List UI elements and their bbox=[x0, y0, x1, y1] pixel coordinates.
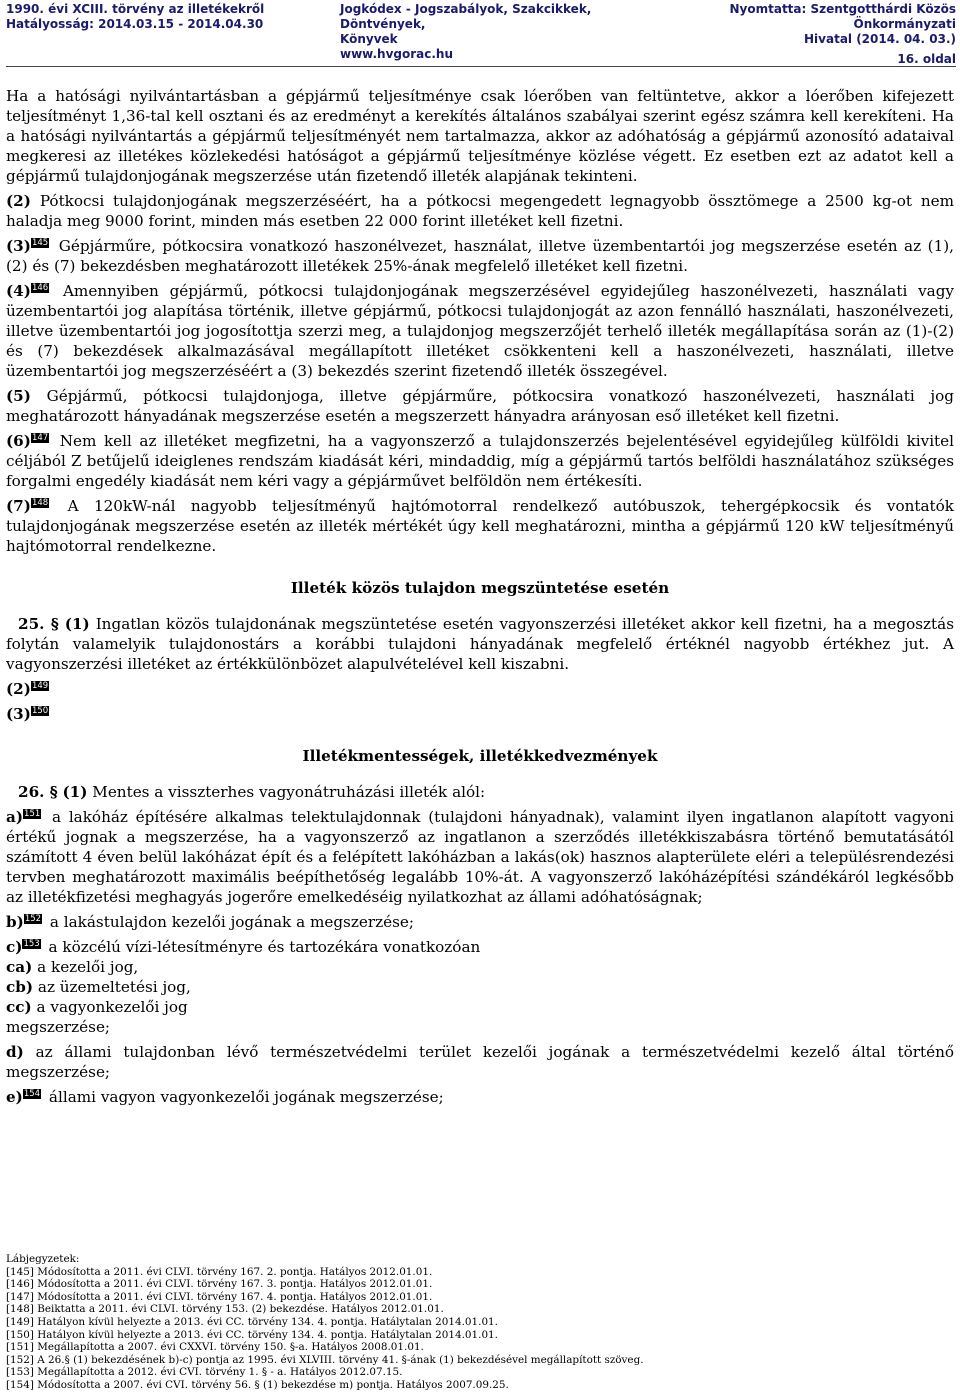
footnote-item: [154] Módosította a 2007. évi CVI. törvény 56. § (1) bekezdése m) pontja. Hatályos 2007.09.25. bbox=[6, 1378, 509, 1391]
footnote-item: [152] A 26.§ (1) bekezdésének b)-c) pontja az 1995. évi XLVIII. törvény 41. §-ának (1) bekezdésével megállapított szöveg. bbox=[6, 1353, 644, 1366]
section-number: 25. § bbox=[18, 615, 59, 633]
footnote-ref-146[interactable]: 146 bbox=[31, 283, 49, 293]
point-cb bbox=[6, 977, 954, 997]
validity-range: Hatályosság: 2014.03.15 - 2014.04.30 bbox=[6, 17, 264, 31]
paragraph-1: Ha a hatósági nyilvántartásban a gépjármű teljesítménye csak lóerőben van feltüntetve, akkor a lóerőben kifejezett teljesítményt 1,36-tal kell osztani és az eredményt a kerekítés általános szabályai szerint egész számra kell kerekíteni. Ha a hatósági nyilvántartás a gépjármű teljesítményét nem tartalmazza, akkor az adóhatóság a gépjármű azonosító adataival megkeresi az illetékes közlekedési hatóságot a gépjármű teljesítménye közlése végett. Ez esetben ezt az adatot kell a gépjármű tulajdonjogának megszerzése után fizetendő illeték alapjának tekinteni. bbox=[6, 87, 954, 185]
point-b bbox=[6, 912, 954, 932]
point-a bbox=[6, 807, 954, 907]
point-ca bbox=[6, 957, 954, 977]
point-label: ca) bbox=[6, 958, 33, 976]
paragraph-text: Amennyiben gépjármű, pótkocsi tulajdonjogának megszerzésével egyidejűleg haszonélvezeti, használati vagy üzembentartói jog alapítása történik, illetve gépjármű, pótkocsi tulajdonjogát az azon fennálló használati, haszonélvezeti, illetve üzembentartói jog jogosítottja szerzi meg, a tulajdonjog megszerzőjét terhelő illeték megállapítása során az (1)-(2) és (7) bekezdések alkalmazásával megállapított illetéket csökkenteni kell a haszonélvezeti, használati, illetve üzembentartói jog megszerzéséért a (3) bekezdés szerint fizetendő illeték összegével. bbox=[6, 282, 955, 380]
footnote-item: [149] Hatályon kívül helyezte a 2013. évi CC. törvény 134. 4. pontja. Hatálytalan 2014.01.01. bbox=[6, 1315, 498, 1328]
paragraph-text: A 120kW-nál nagyobb teljesítményű hajtómotorral rendelkező autóbuszok, tehergépkocsik és vontatók tulajdonjogának megszerzése esetén az illeték mértékét úgy kell meghatározni, mintha a gépjármű 120 kW teljesítményű hajtómotorral rendelkezne. bbox=[6, 497, 954, 555]
footnote-ref-152[interactable]: 152 bbox=[24, 914, 42, 924]
printed-by-line-1: Nyomtatta: Szentgotthárdi Közös Önkormányzati bbox=[729, 2, 956, 31]
section-heading-exemptions: Illetékmentességek, illetékkedvezmények bbox=[302, 747, 658, 765]
footnote-ref-145[interactable]: 145 bbox=[31, 238, 49, 248]
point-d bbox=[6, 1042, 954, 1082]
point-c bbox=[6, 937, 954, 957]
section-25-paragraph-3 bbox=[6, 704, 954, 724]
footnote-ref-151[interactable]: 151 bbox=[24, 809, 41, 819]
paragraph-4 bbox=[6, 281, 954, 381]
point-cc bbox=[6, 997, 954, 1017]
footnote-item: [153] Megállapította a 2012. évi CVI. törvény 1. § - a. Hatályos 2012.07.15. bbox=[6, 1366, 403, 1379]
header-divider bbox=[6, 66, 956, 67]
footnote-item: [145] Módosította a 2011. évi CLVI. törvény 167. 2. pontja. Hatályos 2012.01.01. bbox=[6, 1265, 433, 1278]
paragraph-label: (6) bbox=[6, 432, 31, 450]
footnote-item: [148] Beiktatta a 2011. évi CLVI. törvény 153. (2) bekezdése. Hatályos 2012.01.01. bbox=[6, 1303, 444, 1316]
section-heading-joint-ownership: Illeték közös tulajdon megszüntetése esetén bbox=[290, 579, 670, 597]
paragraph-label: (7) bbox=[6, 497, 31, 515]
point-text: az üzemeltetési jog, bbox=[37, 978, 191, 996]
footnote-item: [151] Megállapította a 2007. évi CXXVI. törvény 150. §-a. Hatályos 2008.01.01. bbox=[6, 1341, 424, 1354]
paragraph-text: Pótkocsi tulajdonjogának megszerzéséért, ha a pótkocsi megengedett legnagyobb össztömege a 2500 kg-ot nem haladja meg 9000 forint, minden más esetben 22 000 forint illetéket kell fizetni. bbox=[6, 192, 954, 230]
header-right bbox=[696, 2, 956, 47]
paragraph-5 bbox=[6, 386, 954, 426]
footnotes-title: Lábjegyzetek: bbox=[6, 1253, 80, 1265]
publisher-line-1: Jogkódex - Jogszabályok, Szakcikkek, Döntvények, bbox=[340, 2, 592, 31]
page-number: 16. oldal bbox=[897, 52, 956, 66]
paragraph-6 bbox=[6, 431, 954, 491]
document-body bbox=[6, 86, 954, 1112]
point-text: a közcélú vízi-létesítményre és tartozékára vonatkozóan bbox=[48, 938, 481, 956]
point-e bbox=[6, 1087, 954, 1107]
paragraph-7 bbox=[6, 496, 954, 556]
section-25-paragraph-1 bbox=[6, 614, 954, 674]
footnote-ref-148[interactable]: 148 bbox=[31, 498, 49, 508]
point-c-tail: megszerzése; bbox=[6, 1018, 111, 1036]
paragraph-label: (2) bbox=[6, 192, 31, 210]
point-text: a vagyonkezelői jog bbox=[36, 998, 188, 1016]
point-text: állami vagyon vagyonkezelői jogának megszerzése; bbox=[48, 1088, 444, 1106]
paragraph-text: Mentes a visszterhes vagyonátruházási illeték alól: bbox=[92, 783, 486, 801]
footnote-item: [150] Hatályon kívül helyezte a 2013. évi CC. törvény 134. 4. pontja. Hatálytalan 2014.01.01. bbox=[6, 1328, 498, 1341]
footnotes-section bbox=[6, 1253, 954, 1392]
footnote-item: [147] Módosította a 2011. évi CLVI. törvény 167. 4. pontja. Hatályos 2012.01.01. bbox=[6, 1290, 433, 1303]
paragraph-label: (5) bbox=[6, 387, 31, 405]
section-26-intro bbox=[6, 782, 954, 802]
paragraph-3 bbox=[6, 236, 954, 276]
paragraph-label: (3) bbox=[6, 705, 31, 723]
footnote-ref-154[interactable]: 154 bbox=[23, 1089, 41, 1099]
paragraph-2 bbox=[6, 191, 954, 231]
point-text: a lakóház építésére alkalmas telektulajdonnak (tulajdoni hányadnak), valamint ilyen ingatlanon alapított vagyoni értékű jognak a megszerzése, ha a vagyonszerző az ingatlanon a szerződés illetékkiszabásra történő bemutatásától számított 4 éven belül lakóházat épít és a felépített lakóházban a lakás(ok) hasznos alapterülete eléri a településrendezési tervben meghatározott maximális beépíthetőség legalább 10%-át. A vagyonszerző lakóházépítési szándékáról legkésőbb az illetékfizetési meghagyás jogerőre emelkedéséig nyilatkozhat az állami adóhatóságnak; bbox=[6, 808, 954, 906]
printed-by-line-2: Hivatal (2014. 04. 03.) bbox=[804, 32, 956, 46]
point-text: a kezelői jog, bbox=[37, 958, 139, 976]
header-center bbox=[340, 2, 680, 62]
section-25-paragraph-2 bbox=[6, 679, 954, 699]
paragraph-label: (1) bbox=[62, 783, 88, 801]
point-label: b) bbox=[6, 913, 24, 931]
header-left bbox=[6, 2, 306, 32]
publisher-url[interactable]: www.hvgorac.hu bbox=[340, 47, 454, 61]
paragraph-label: (4) bbox=[6, 282, 31, 300]
point-label: d) bbox=[6, 1043, 24, 1061]
section-number: 26. § bbox=[18, 783, 58, 801]
paragraph-text: Nem kell az illetéket megfizetni, ha a vagyonszerző a tulajdonszerzés bejelentésével egyidejűleg külföldi kivitel céljából Z betűjelű ideiglenes rendszám kiadását kéri, mindaddig, míg a gépjármű tartós belföldi használatához szükséges forgalmi engedély kiadását nem kéri vagy a gépjárművet belföldön nem értékesíti. bbox=[6, 432, 955, 490]
paragraph-text: Gépjármű, pótkocsi tulajdonjoga, illetve gépjárműre, pótkocsira vonatkozó haszonélvezeti, használati jog meghatározott hányadának megszerzése esetén a megszerzett hányadra arányosan eső illetéket kell fizetni. bbox=[6, 387, 954, 425]
footnote-item: [146] Módosította a 2011. évi CLVI. törvény 167. 3. pontja. Hatályos 2012.01.01. bbox=[6, 1278, 433, 1291]
paragraph-label: (1) bbox=[64, 615, 90, 633]
point-label: a) bbox=[6, 808, 24, 826]
point-text: a lakástulajdon kezelői jogának a megszerzése; bbox=[49, 913, 414, 931]
page-header bbox=[6, 2, 956, 66]
point-label: c) bbox=[6, 938, 23, 956]
paragraph-text: Gépjárműre, pótkocsira vonatkozó haszonélvezet, használat, illetve üzembentartói jog megszerzése esetén az (1), (2) és (7) bekezdésben meghatározott illetékek 25%-ának megfelelő illetéket kell fizetni. bbox=[6, 237, 954, 275]
point-label: e) bbox=[6, 1088, 23, 1106]
footnote-ref-150[interactable]: 150 bbox=[31, 706, 49, 716]
footnote-ref-153[interactable]: 153 bbox=[23, 939, 40, 949]
law-title: 1990. évi XCIII. törvény az illetékekről bbox=[6, 2, 265, 16]
footnote-ref-147[interactable]: 147 bbox=[31, 433, 49, 443]
point-text: az állami tulajdonban lévő természetvédelmi terület kezelői jogának a természetvédelmi kezelő által történő megszerzése; bbox=[6, 1043, 955, 1081]
paragraph-label: (3) bbox=[6, 237, 31, 255]
paragraph-label: (2) bbox=[6, 680, 31, 698]
publisher-line-2: Könyvek bbox=[340, 32, 398, 46]
point-label: cc) bbox=[6, 998, 32, 1016]
point-label: cb) bbox=[6, 978, 34, 996]
paragraph-text: Ingatlan közös tulajdonának megszüntetése esetén vagyonszerzési illetéket akkor kell fizetni, ha a megosztás folytán valamelyik tulajdonostárs a korábbi tulajdoni hányadának megfelelő értéknél nagyobb értékhez jut. A vagyonszerzési illetéket az értékkülönbözet alapulvételével kell kiszabni. bbox=[6, 615, 955, 673]
footnote-ref-149[interactable]: 149 bbox=[31, 681, 49, 691]
